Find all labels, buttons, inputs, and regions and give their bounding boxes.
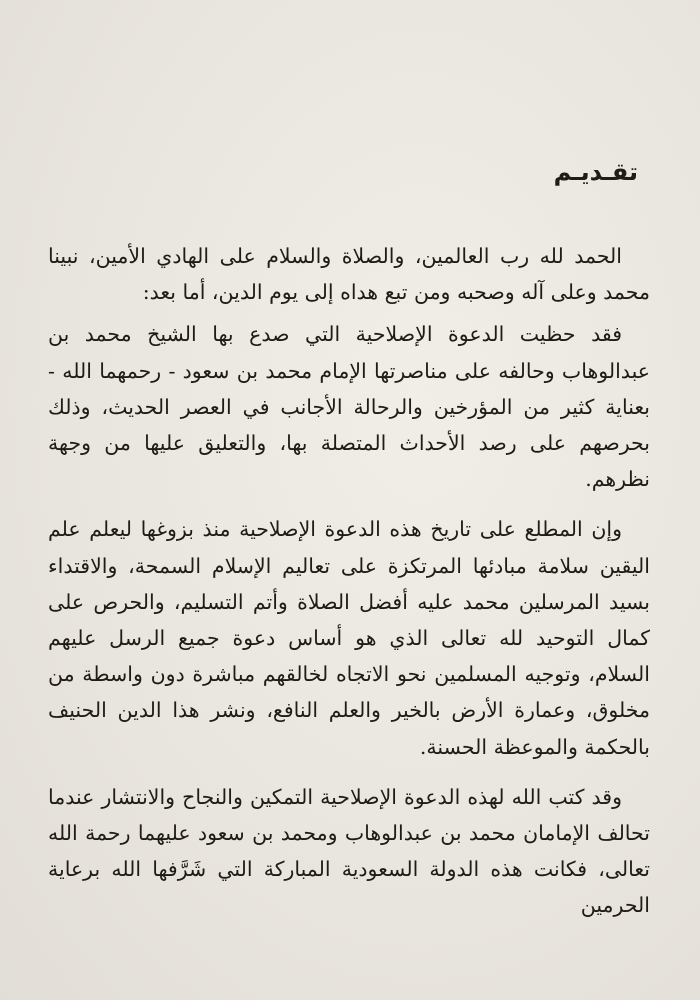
paragraph: وقد كتب الله لهذه الدعوة الإصلاحية التمكين والنجاح والانتشار عندما تحالف الإمامان محمد بن عبدالوهاب ومحمد بن سعود عليهما رحمة الله تعالى، فكانت هذه الدولة السعودية المباركة التي شَرَّفها الله برعاية الحرمين — [48, 784, 650, 918]
page-body — [48, 238, 650, 924]
page-title: تقـديـم — [553, 158, 638, 186]
paragraph: وإن المطلع على تاريخ هذه الدعوة الإصلاحية منذ بزوغها ليعلم علم اليقين سلامة مبادئها المرتكزة على تعاليم الإسلام السمحة، والاقتداء بسيد المرسلين محمد عليه أفضل الصلاة وأتم التسليم، والحرص على كمال التوحيد لله تعالى الذي هو أساس دعوة جميع الرسل عليهم السلام، وتوجيه المسلمين نحو الاتجاه لخالقهم مباشرة دون واسطة من مخلوق، وعمارة الأرض بالخير والعلم النافع، ونشر هذا الدين الحنيف بالحكمة والموعظة الحسنة. — [48, 517, 650, 759]
paragraph: الحمد لله رب العالمين، والصلاة والسلام على الهادي الأمين، نبينا محمد وعلى آله وصحبه ومن تبع هداه إلى يوم الدين، أما بعد: — [48, 244, 650, 305]
paragraph: فقد حظيت الدعوة الإصلاحية التي صدع بها الشيخ محمد بن عبدالوهاب وحالفه على مناصرتها الإمام محمد بن سعود - رحمهما الله - بعناية كثير من المؤرخين والرحالة الأجانب في العصر الحديث، وذلك بحرصهم على رصد الأحداث المتصلة بها، والتعليق عليها من وجهة نظرهم. — [48, 322, 650, 492]
